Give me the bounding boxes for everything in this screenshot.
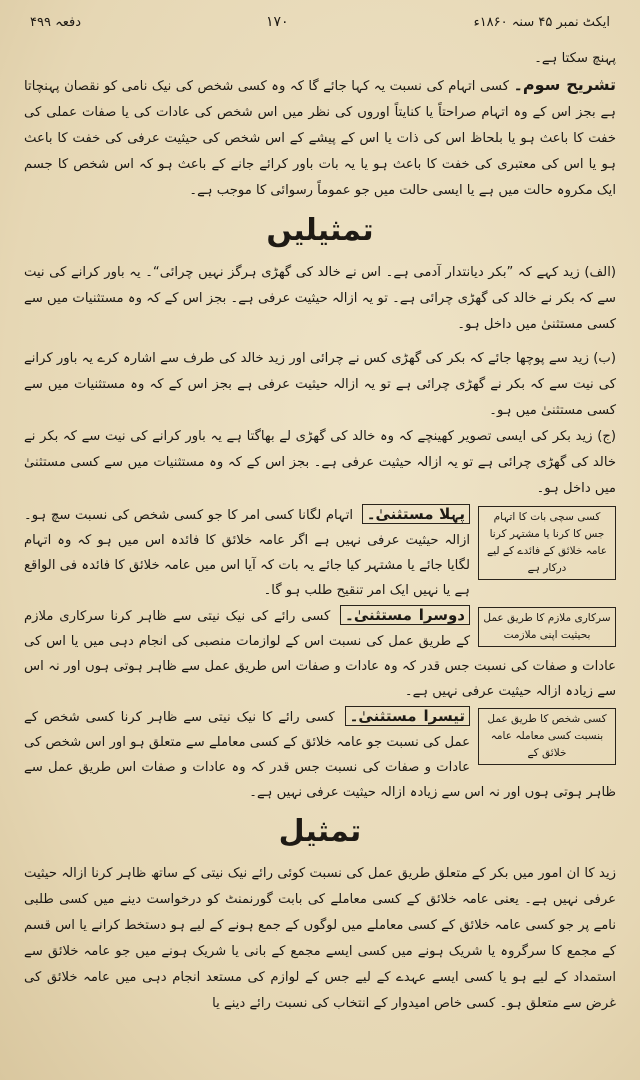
page-header	[24, 14, 616, 46]
exception-1-text: اتہام لگانا کسی امر کا جو کسی شخص کی نسبت سچ ہو۔ ازالہ حیثیت عرفی نہیں ہے اگر عامہ خلائق کا فائدہ اس میں ہو کہ وہ اتہام لگایا جائے یا مشتہر کیا جائے یہ بات کہ آیا اس میں عامہ خلائق کا فائدہ فی الواقع ہے یا نہیں ایک امر تنقیح طلب ہو گا۔	[24, 508, 470, 598]
exception-3-heading: تیسرا مستثنیٰ۔	[345, 706, 470, 726]
explanation-paragraph	[24, 72, 616, 204]
exception-2-heading: دوسرا مستثنیٰ۔	[340, 605, 470, 625]
exception-1-heading: پہلا مستثنیٰ۔	[362, 504, 470, 524]
final-illustration: زید کا ان امور میں بکر کے متعلق طریق عمل کی نسبت کوئی رائے نیک نیتی کے ساتھ ظاہر کرنا ازالہ حیثیت عرفی نہیں ہے۔ یعنی عامہ خلائق کے کسی معاملے کی بابت گورنمنٹ کو درخواست دینے میں کسی طلبی نامے پر جو کسی عامہ خلائق کے کسی معاملے میں لوگوں کے جمع ہونے کے لیے ہو دستخط کرانے یا اس قسم کے مجمع کا سرگروہ یا شریک ہونے میں کسی ایسے مجمع کے بانی یا شریک ہونے میں جو عامہ خلائق سے استمداد کے لیے ہو یا کسی ایسے عہدے کے لیے جس کے لوازم کی مستعد انجام دہی میں عامہ خلائق کی غرض سے متعلق ہو۔ کسی خاص امیدوار کے انتخاب کی نسبت رائے دینے یا	[24, 866, 616, 1011]
illustration-b-text: زید سے پوچھا جائے کہ بکر کی گھڑی کس نے چرائی اور زید خالد کی طرف سے اشارہ کرے یہ باور کرانے کی نیت سے کہ بکر نے گھڑی چرائی ہے تو یہ ازالہ حیثیت عرفی ہے بجز اس کے کہ وہ مستثنیات میں سے کسی مستثنیٰ میں ہو۔	[24, 351, 616, 418]
exception-1-marginal-note: کسی سچی بات کا اتہام جس کا کرنا یا مشتہر کرنا عامہ خلائق کے فائدے کے لیے درکار ہے	[478, 506, 616, 580]
illustration-a-text: زید کہے کہ ”بکر دیانتدار آدمی ہے۔ اس نے خالد کی گھڑی ہرگز نہیں چرائی“۔ یہ باور کرانے کی نیت سے کہ بکر نے خالد کی گھڑی چرائی ہے۔ تو یہ ازالہ حیثیت عرفی ہے۔ بجز اس کے کہ وہ مستثنیات میں سے کسی مستثنیٰ میں داخل ہو۔	[24, 265, 616, 332]
exception-1	[24, 502, 616, 603]
section-number: دفعہ ۴۹۹	[30, 15, 81, 30]
illustration-c-text: زید بکر کی ایسی تصویر کھینچے کہ وہ خالد کی گھڑی لے بھاگتا ہے یہ باور کرانے کی نیت سے کہ بکر نے خالد کی گھڑی چرائی ہے تو یہ ازالہ حیثیت عرفی ہے۔ بجز اس کے کہ وہ مستثنیات میں سے کسی مستثنیٰ میں داخل ہو۔	[24, 429, 616, 496]
illustration-b-label: (ب)	[593, 351, 616, 366]
exception-2-marginal-note: سرکاری ملازم کا طریق عمل بحیثیت اپنی ملازمت	[478, 607, 616, 647]
illustration-a	[24, 260, 616, 338]
illustration-b	[24, 346, 616, 424]
continuation-line: پہنچ سکتا ہے۔	[534, 51, 616, 66]
illustration-c-label: (ج)	[597, 429, 616, 444]
page-number: ۱۷۰	[266, 14, 289, 30]
illustration-heading: تمثیل	[278, 814, 362, 849]
exception-3	[24, 704, 616, 805]
exception-3-text: کسی رائے کا نیک نیتی سے ظاہر کرنا کسی شخص کے عمل کی نسبت جو عامہ خلائق کے کسی معاملے سے متعلق ہو اور اس شخص کی عادات و صفات کی نسبت جس قدر کہ وہ عادات و صفات اس طریق عمل سے ظاہر ہوتی ہوں اور نہ اس سے زیادہ ازالہ حیثیت عرفی نہیں ہے۔	[24, 710, 616, 800]
explanation-text: کسی اتہام کی نسبت یہ کہا جائے گا کہ وہ کسی شخص کی نیک نامی کو نقصان پہنچاتا ہے بجز اس کے وہ اتہام صراحتاً یا کنایتاً اوروں کی نظر میں اس شخص کی عادات کی یا صفات عملی کی خفت کا باعث ہو یا بلحاظ اس کی ذات یا اس کے پیشے کے اس شخص کی حیثیت عرفی کی خفت کا باعث ہو یا اس کی معتبری کی خفت کا باعث ہو یا یہ بات باور کرائے جانے کے باعث ہو کہ اس شخص کا جسم ایک مکروہ حالت میں ہے یا ایسی حالت میں جو عموماً رسوائی کا موجب ہے۔	[24, 79, 616, 198]
act-title: ایکٹ نمبر ۴۵ سنہ ۱۸۶۰ء	[473, 15, 610, 30]
exception-3-marginal-note: کسی شخص کا طریق عمل بنسبت کسی معاملہ عامہ خلائق کے	[478, 708, 616, 765]
illustration-c	[24, 424, 616, 502]
illustration-a-label: (الف)	[584, 265, 617, 280]
exception-2-text: کسی رائے کی نیک نیتی سے ظاہر کرنا سرکاری ملازم کے طریق عمل کی نسبت اس کے لوازمات منصبی کی انجام دہی میں یا اس کی عادات و صفات کی نسبت جس قدر کہ وہ عادات و صفات اس طریق عمل سے ظاہر ہوتی ہوں اور نہ اس سے زیادہ ازالہ حیثیت عرفی نہیں ہے۔	[24, 609, 616, 699]
explanation-heading: تشریح سوم۔	[513, 75, 616, 94]
illustrations-heading: تمثیلیں	[266, 213, 374, 248]
exception-2	[24, 603, 616, 704]
